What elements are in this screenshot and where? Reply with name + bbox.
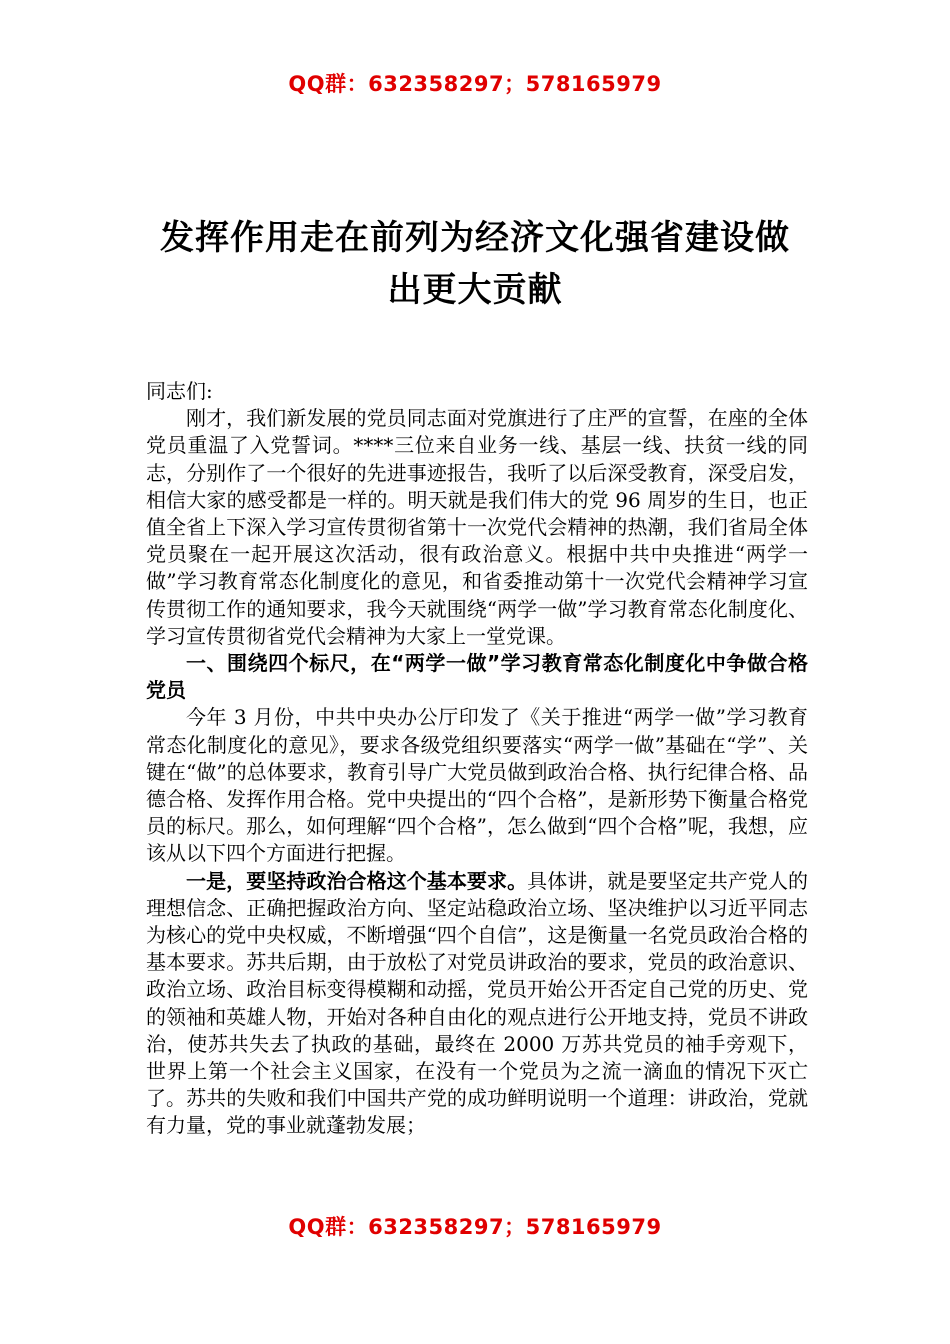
header-contact: QQ群：632358297；578165979	[288, 72, 662, 96]
title-line-2: 出更大贡献	[387, 270, 563, 310]
document-title	[140, 212, 810, 316]
paragraph-3-text: 具体讲，就是要坚定共产党人的理想信念、正确把握政治方向、坚定站稳政治立场、坚决维护以习近平同志为核心的党中央权威，不断增强“四个自信”，这是衡量一名党员政治合格的基本要求。苏共后期，由于放松了对党员讲政治的要求，党员的政治意识、政治立场、政治目标变得模糊和动摇，党员开始公开否定自己党的历史、党的领袖和英雄人物，开始对各种自由化的观点进行公开地支持，党员不讲政治，使苏共失去了执政的基础，最终在 2000 万苏共党员的袖手旁观下，世界上第一个社会主义国家，在没有一个党员为之流一滴血的情况下灭亡了。苏共的失败和我们中国共产党的成功鲜明说明一个道理：讲政治，党就有力量，党的事业就蓬勃发展；	[146, 868, 809, 1138]
paragraph-3-lead: 一是，要坚持政治合格这个基本要求。	[186, 868, 528, 893]
salutation: 同志们:	[146, 379, 213, 403]
section-heading-1: 一、围绕四个标尺，在“两学一做”学习教育常态化制度化中争做合格党员	[146, 651, 808, 703]
title-line-1: 发挥作用走在前列为经济文化强省建设做	[160, 218, 790, 258]
document-body	[146, 378, 808, 1140]
paragraph-1: 刚才，我们新发展的党员同志面对党旗进行了庄严的宣誓，在座的全体党员重温了入党誓词。****三位来自业务一线、基层一线、扶贫一线的同志，分别作了一个很好的先进事迹报告，我听了以后深受教育，深受启发，相信大家的感受都是一样的。明天就是我们伟大的党 96 周岁的生日，也正值全省上下深入学习宣传贯彻省第十一次党代会精神的热潮，我们省局全体党员聚在一起开展这次活动，很有政治意义。根据中共中央推进“两学一做”学习教育常态化制度化的意见，和省委推动第十一次党代会精神学习宣传贯彻工作的通知要求，我今天就围绕“两学一做”学习教育常态化制度化、学习宣传贯彻省党代会精神为大家上一堂党课。	[146, 406, 808, 648]
paragraph-3	[146, 868, 808, 1140]
footer-contact: QQ群：632358297；578165979	[288, 1215, 662, 1239]
paragraph-2: 今年 3 月份，中共中央办公厅印发了《关于推进“两学一做”学习教育常态化制度化的意见》，要求各级党组织要落实“两学一做”基础在“学”、关键在“做”的总体要求，教育引导广大党员做到政治合格、执行纪律合格、品德合格、发挥作用合格。党中央提出的“四个合格”，是新形势下衡量合格党员的标尺。那么，如何理解“四个合格”，怎么做到“四个合格”呢，我想，应该从以下四个方面进行把握。	[146, 705, 808, 866]
